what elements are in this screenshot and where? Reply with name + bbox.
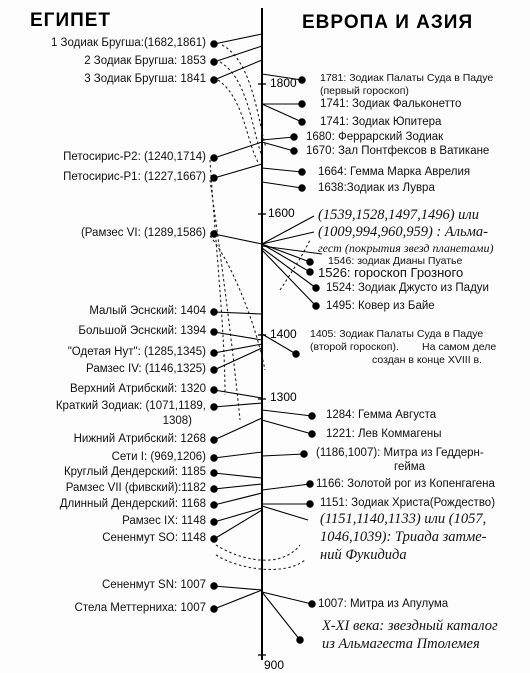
dot-r01: [299, 77, 305, 83]
egypt-item-2: 2 Зодиак Бругша: 1853: [84, 55, 206, 67]
dot-r05: [291, 148, 297, 154]
year-label-900: 900: [264, 658, 285, 672]
dot-r03: [299, 119, 305, 125]
dotted-curve-9: [216, 555, 305, 569]
europe-item-19-line2: 1046,1039): Триада затме-: [320, 529, 487, 545]
egypt-item-7: Малый Эснский: 1404: [89, 305, 206, 317]
europe-item-17: 1166: Золотой рог из Копенгагена: [316, 478, 495, 490]
dot-r17: [307, 481, 313, 487]
dot-e10: [211, 367, 217, 373]
egypt-item-3: 3 Зодиак Бругша: 1841: [84, 73, 206, 85]
dot-e16: [211, 486, 217, 492]
europe-item-1-line1: 1781: Зодиак Палаты Суда в Падуе: [320, 72, 494, 84]
egypt-item-14: Сети I: (969,1206): [111, 451, 206, 463]
egypt-item-11: Верхний Атрибский: 1320: [69, 383, 206, 395]
europe-item-19-line1: (1151,1140,1133) или (1057,: [320, 511, 487, 527]
europe-item-13-line2: (второй гороскоп).: [310, 341, 399, 353]
egypt-item-6: (Рамзес VI: (1289,1586): [80, 227, 206, 239]
egypt-item-1: 1 Зодиак Бругша:(1682,1861): [50, 37, 206, 49]
dot-r09: [307, 259, 313, 265]
europe-item-21-line2: из Альмагеста Птолемея: [322, 636, 480, 652]
europe-item-8-line2: (1009,994,960,959) : Альма-: [318, 224, 488, 240]
europe-item-6: 1664: Гемма Марка Аврелия: [318, 166, 471, 178]
dot-e12: [211, 404, 217, 410]
dot-r15: [309, 431, 315, 437]
egypt-item-10: Рамзес IV: (1146,1325): [86, 363, 206, 375]
europe-item-10: 1526: гороскоп Грозного: [318, 265, 464, 280]
egypt-item-17: Длинный Дендерский: 1168: [59, 498, 206, 510]
egypt-item-15: Круглый Дендерский: 1185: [63, 466, 206, 478]
europe-item-14: 1284: Гемма Августа: [326, 409, 437, 421]
dot-e09: [211, 350, 217, 356]
europe-connectors: [262, 74, 322, 643]
dotted-curve-2: [220, 62, 262, 156]
europe-item-3: 1741: Зодиак Юпитера: [320, 116, 442, 128]
europe-item-16-line2: гейма: [394, 461, 426, 473]
dot-e07: [211, 309, 217, 315]
dot-e21: [211, 606, 217, 612]
europe-item-5: 1670: Зал Понтфексов в Ватикане: [306, 145, 490, 157]
egypt-item-21: Стела Меттерниха: 1007: [74, 602, 206, 614]
egypt-item-9: "Одетая Нут": (1285,1345): [67, 346, 206, 358]
europe-item-11: 1524: Зодиак Джусто из Падуи: [326, 282, 489, 294]
year-label-1300: 1300: [270, 390, 297, 404]
dot-e05: [211, 175, 217, 181]
dot-e08: [211, 329, 217, 335]
dot-e19: [211, 536, 217, 542]
egypt-item-13: Нижний Атрибский: 1268: [73, 433, 206, 445]
europe-asia-header: ЕВРОПА И АЗИЯ: [302, 12, 474, 33]
europe-item-8-line3: гест (покрытия звезд планетами): [318, 241, 494, 255]
dot-r06: [299, 169, 305, 175]
dotted-curve-8: [216, 545, 300, 560]
year-label-1600: 1600: [268, 206, 295, 220]
europe-item-18: 1151: Зодиак Христа(Рождество): [320, 497, 496, 509]
dot-e20: [211, 583, 217, 589]
egypt-item-18: Рамзес IX: 1148: [122, 515, 206, 527]
dot-e03: [211, 77, 217, 83]
egypt-item-4: Петосирис-Р2: (1240,1714): [63, 151, 206, 163]
dot-r21: [297, 637, 303, 643]
dot-r02: [299, 101, 305, 107]
dot-e06: [211, 231, 217, 237]
dot-r18: [307, 501, 313, 507]
dot-e11: [211, 387, 217, 393]
europe-item-21-line1: X-XI века: звездный каталог: [322, 618, 498, 634]
dot-r11: [313, 285, 319, 291]
dot-e02: [211, 59, 217, 65]
egypt-item-20: Сененмут SN: 1007: [102, 579, 206, 591]
europe-item-2: 1741: Зодиак Фальконетто: [320, 98, 462, 110]
dot-e04: [211, 155, 217, 161]
dotted-curve-1: [222, 45, 266, 148]
dot-r20: [309, 601, 315, 607]
europe-item-9: 1546: зодиак Дианы Пуатье: [328, 255, 463, 267]
dot-e18: [211, 519, 217, 525]
europe-item-20: 1007: Митра из Апулума: [318, 598, 449, 610]
egypt-item-8: Большой Эснский: 1394: [78, 325, 206, 337]
dot-e15: [211, 470, 217, 476]
dot-r04: [291, 134, 297, 140]
egypt-item-5: Петосирис-Р1: (1227,1667): [63, 171, 206, 183]
europe-item-8-line1: (1539,1528,1497,1496) или: [318, 207, 479, 223]
egypt-connectors: [211, 34, 262, 612]
egypt-item-16: Рамзес VII (фивский):1182: [65, 482, 206, 494]
dot-e14: [211, 455, 217, 461]
dot-e17: [211, 502, 217, 508]
europe-item-19-line3: ний Фукидида: [320, 547, 407, 563]
year-label-1400: 1400: [270, 327, 297, 341]
egypt-header: ЕГИПЕТ: [30, 10, 112, 31]
egypt-item-12-line2: 1308): [162, 415, 192, 427]
europe-item-4: 1680: Феррарский Зодиак: [306, 131, 444, 143]
europe-item-16-line1: (1186,1007): Митра из Геддерн-: [316, 447, 484, 459]
dot-r10: [307, 269, 313, 275]
dot-e01: [211, 41, 217, 47]
europe-item-13-line4: создан в конце XVIII в.: [372, 354, 483, 366]
dot-r12: [313, 303, 319, 309]
europe-item-13-line1: 1405: Зодиак Палаты Суда в Падуе: [310, 328, 484, 340]
europe-item-7: 1638:Зодиак из Лувра: [318, 182, 435, 194]
dot-r07: [299, 185, 305, 191]
dot-r13: [293, 351, 299, 357]
egypt-item-19: Сененмут SO: 1148: [102, 532, 206, 544]
dot-r16: [301, 451, 307, 457]
egypt-item-12-line1: Краткий Зодиак: (1071,1189,: [55, 400, 206, 412]
dot-r14: [309, 413, 315, 419]
dot-e13: [211, 437, 217, 443]
europe-item-15: 1221: Лев Коммагены: [326, 428, 442, 440]
europe-item-1-line2: (первый гороскоп): [320, 85, 409, 97]
year-label-1800: 1800: [270, 76, 297, 90]
europe-item-12: 1495: Ковер из Байе: [326, 300, 435, 312]
europe-item-13-line3: На самом деле: [422, 341, 497, 353]
dotted-curves: [210, 45, 310, 569]
